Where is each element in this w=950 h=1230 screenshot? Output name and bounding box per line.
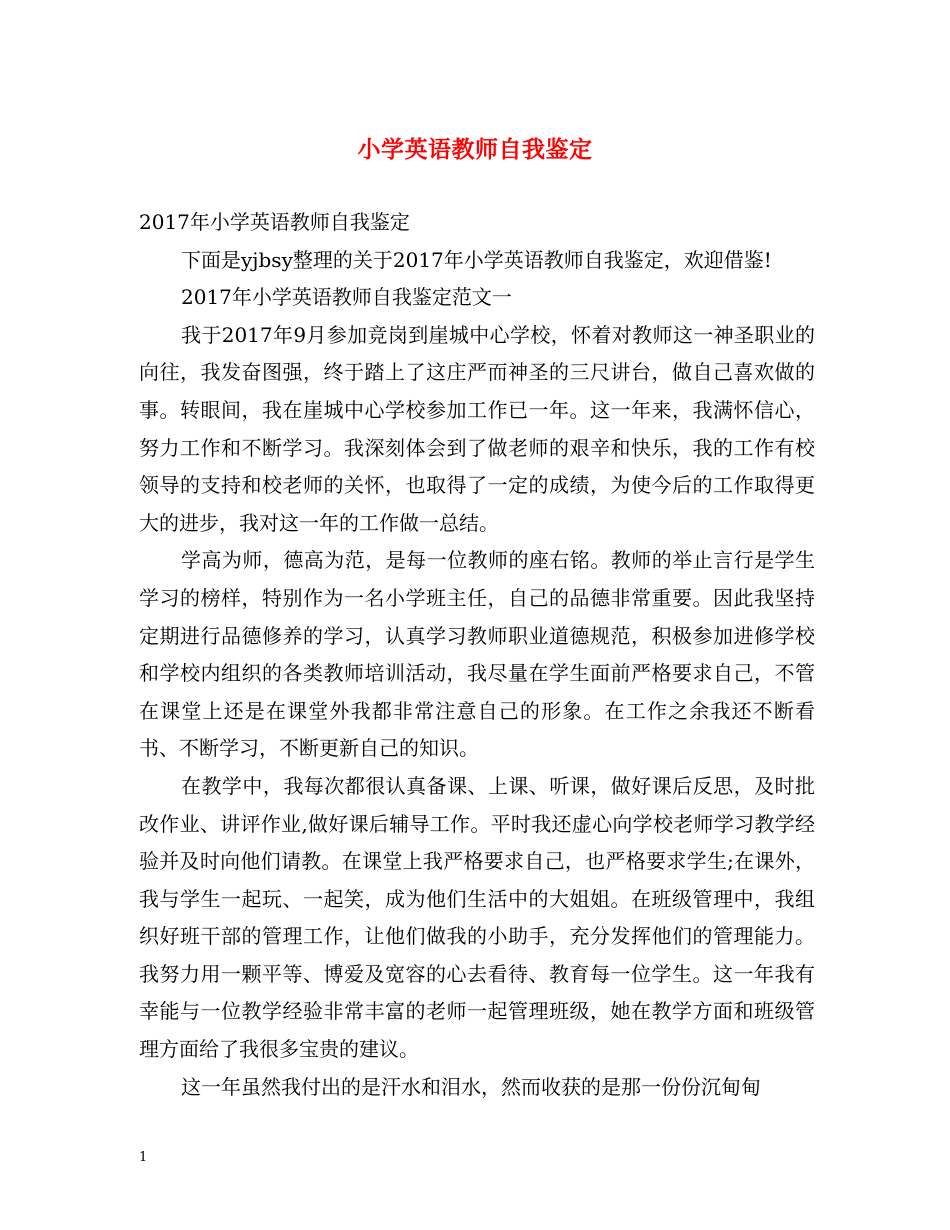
page-number: 1 (139, 1150, 148, 1165)
paragraph: 在教学中，我每次都很认真备课、上课、听课，做好课后反思，及时批改作业、讲评作业,做好课后辅导工作。平时我还虚心向学校老师学习教学经验并及时向他们请教。在课堂上我严格要求自己，也严格要求学生;在课外，我与学生一起玩、一起笑，成为他们生活中的大姐姐。在班级管理中，我组织好班干部的管理工作，让他们做我的小助手，充分发挥他们的管理能力。我努力用一颗平等、博爱及宽容的心去看待、教育每一位学生。这一年我有幸能与一位教学经验非常丰富的老师一起管理班级，她在教学方面和班级管理方面给了我很多宝贵的建议。 (139, 773, 815, 1062)
paragraph: 下面是yjbsy整理的关于2017年小学英语教师自我鉴定，欢迎借鉴! (181, 247, 772, 272)
document-body (139, 204, 815, 1106)
paragraph: 学高为师，德高为范，是每一位教师的座右铭。教师的举止言行是学生学习的榜样，特别作为一名小学班主任，自己的品德非常重要。因此我坚持定期进行品德修养的学习，认真学习教师职业道德规范，积极参加进修学校和学校内组织的各类教师培训活动，我尽量在学生面前严格要求自己，不管在课堂上还是在课堂外我都非常注意自己的形象。在工作之余我还不断看书、不断学习，不断更新自己的知识。 (139, 548, 815, 761)
paragraph: 2017年小学英语教师自我鉴定范文一 (181, 285, 512, 310)
paragraph: 2017年小学英语教师自我鉴定 (139, 210, 410, 234)
paragraph: 我于2017年9月参加竞岗到崖城中心学校，怀着对教师这一神圣职业的向往，我发奋图强，终于踏上了这庄严而神圣的三尺讲台，做自己喜欢做的事。转眼间，我在崖城中心学校参加工作已一年。这一年来，我满怀信心，努力工作和不断学习。我深刻体会到了做老师的艰辛和快乐，我的工作有校领导的支持和校老师的关怀，也取得了一定的成绩，为使今后的工作取得更大的进步，我对这一年的工作做一总结。 (139, 322, 815, 535)
document-title: 小学英语教师自我鉴定 (357, 136, 593, 163)
paragraph: 这一年虽然我付出的是汗水和泪水，然而收获的是那一份份沉甸甸 (181, 1074, 761, 1099)
